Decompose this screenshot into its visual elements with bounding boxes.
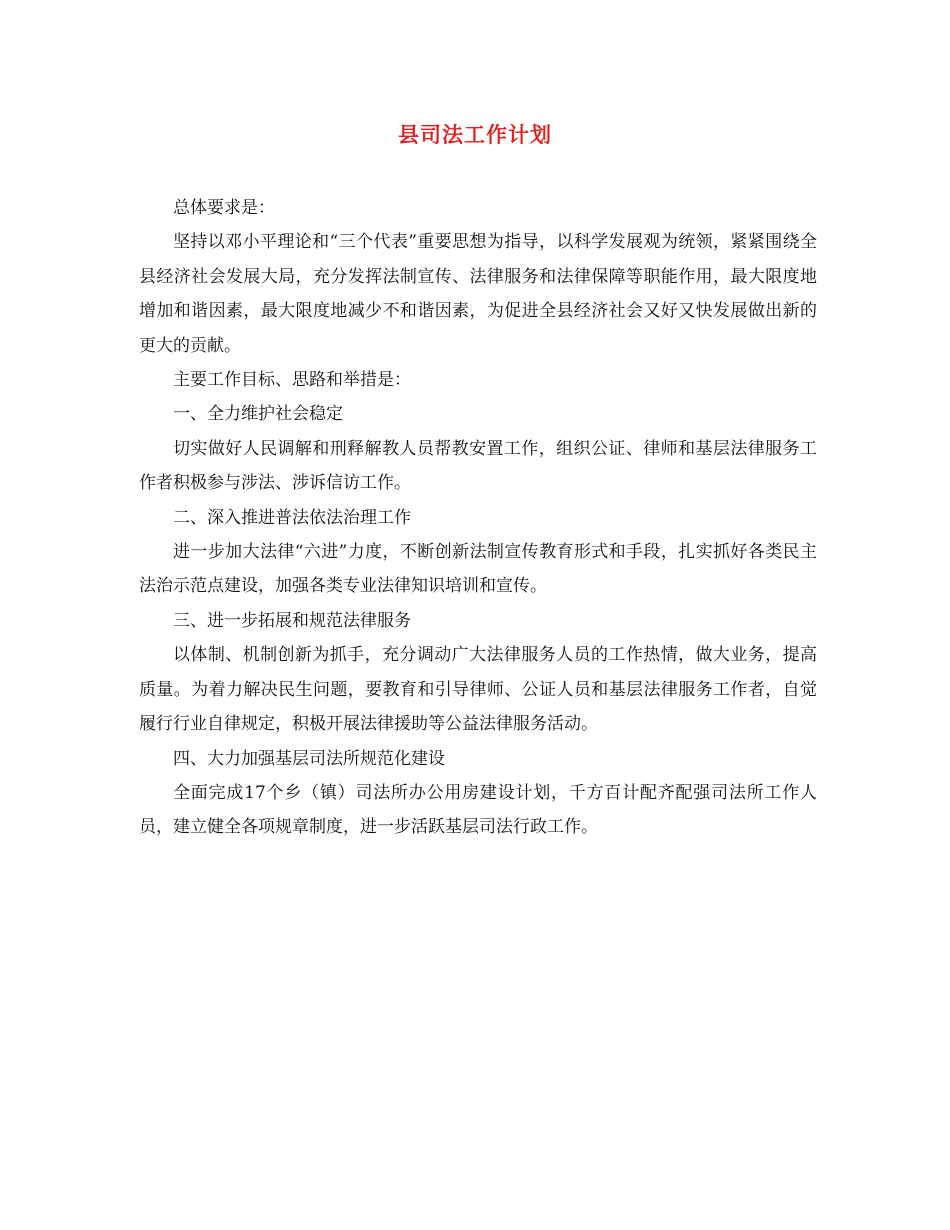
section-body-3: 以体制、机制创新为抓手，充分调动广大法律服务人员的工作热情，做大业务，提高质量。为着力解决民生问题，要教育和引导律师、公证人员和基层法律服务工作者，自觉履行行业自律规定，积极开展法律援助等公益法律服务活动。 (139, 645, 817, 735)
document-title: 县司法工作计划 (398, 122, 552, 147)
section-heading-4: 四、大力加强基层司法所规范化建设 (173, 748, 445, 769)
paragraph-general-requirement: 坚持以邓小平理论和“三个代表”重要思想为指导，以科学发展观为统领，紧紧围绕全县经济社会发展大局，充分发挥法制宣传、法律服务和法律保障等职能作用，最大限度地增加和谐因素，最大限度地减少不和谐因素，为促进全县经济社会又好又快发展做出新的更大的贡献。 (139, 232, 817, 356)
section-body-1: 切实做好人民调解和刑释解教人员帮教安置工作，组织公证、律师和基层法律服务工作者积极参与涉法、涉诉信访工作。 (139, 438, 817, 494)
section-body-2: 进一步加大法律“六进”力度，不断创新法制宣传教育形式和手段，扎实抓好各类民主法治示范点建设，加强各类专业法律知识培训和宣传。 (139, 542, 817, 597)
section-heading-1: 一、全力维护社会稳定 (173, 404, 343, 425)
paragraph-general-requirement-heading: 总体要求是： (173, 198, 275, 218)
paragraph-main-goals-heading: 主要工作目标、思路和举措是： (173, 370, 411, 391)
document-body (139, 191, 817, 845)
section-heading-3: 三、进一步拓展和规范法律服务 (173, 610, 411, 631)
section-heading-2: 二、深入推进普法依法治理工作 (173, 507, 411, 528)
section-body-4: 全面完成17个乡（镇）司法所办公用房建设计划，千方百计配齐配强司法所工作人员，建立健全各项规章制度，进一步活跃基层司法行政工作。 (139, 782, 817, 838)
